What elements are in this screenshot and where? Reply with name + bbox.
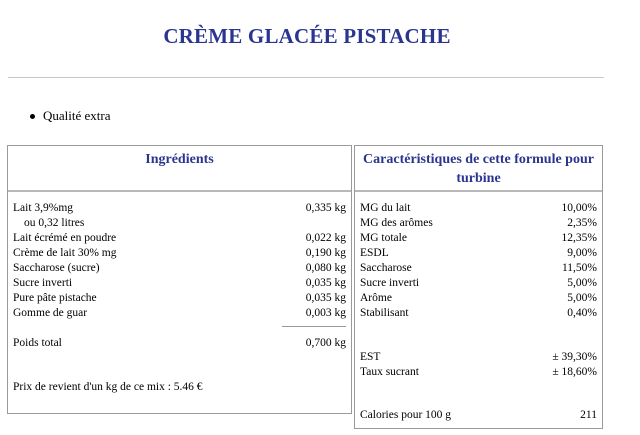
- characteristic-row: [360, 216, 597, 231]
- ingredient-label: Sucre inverti: [13, 277, 73, 289]
- characteristic-row: [360, 261, 597, 276]
- ingredient-value: 0,035 kg: [305, 277, 346, 289]
- cost-text: Prix de revient d'un kg de ce mix : 5.46 €: [13, 381, 203, 393]
- characteristic-value: 5,00%: [567, 277, 597, 289]
- est-label: EST: [360, 351, 381, 363]
- ingredients-list: [13, 201, 346, 321]
- ingredient-value: 0,335 kg: [305, 202, 346, 214]
- characteristic-row: [360, 246, 597, 261]
- ingredient-row: [13, 276, 346, 291]
- total-weight-value: 0,700 kg: [305, 337, 346, 349]
- calories-label: Calories pour 100 g: [360, 409, 452, 421]
- characteristic-value: 10,00%: [561, 202, 597, 214]
- ingredient-label: Gomme de guar: [13, 307, 88, 319]
- ingredient-value: 0,003 kg: [305, 307, 346, 319]
- ingredient-row: [13, 231, 346, 246]
- page-title: CRÈME GLACÉE PISTACHE: [163, 24, 451, 48]
- ingredient-label: Pure pâte pistache: [13, 292, 97, 304]
- ingredient-value: 0,190 kg: [305, 247, 346, 259]
- characteristic-label: MG des arômes: [360, 217, 433, 229]
- calories-value: 211: [580, 409, 597, 421]
- ingredient-label: Lait écrémé en poudre: [13, 232, 117, 244]
- characteristic-label: Arôme: [360, 292, 392, 304]
- total-weight-row: [13, 336, 346, 351]
- characteristic-row: [360, 201, 597, 216]
- characteristic-row: [360, 291, 597, 306]
- totals-list: [360, 350, 597, 380]
- cost-row: [13, 380, 346, 395]
- characteristic-label: Stabilisant: [360, 307, 409, 319]
- sugar-rate-row: [360, 365, 597, 380]
- ingredient-value: 0,080 kg: [305, 262, 346, 274]
- horizontal-divider: [8, 77, 604, 78]
- characteristic-value: 9,00%: [567, 247, 597, 259]
- ingredient-value: 0,022 kg: [305, 232, 346, 244]
- total-weight-label: Poids total: [13, 337, 62, 349]
- characteristic-value: 2,35%: [567, 217, 597, 229]
- characteristics-list: [360, 201, 597, 321]
- ingredient-label: ou 0,32 litres: [24, 217, 85, 229]
- ingredient-row: [13, 201, 346, 216]
- characteristic-label: ESDL: [360, 247, 389, 259]
- ingredient-row: [13, 216, 346, 231]
- ingredient-row: [13, 246, 346, 261]
- bullet-dot-icon: [30, 114, 35, 119]
- ingredient-label: Lait 3,9%mg: [13, 202, 74, 214]
- sugar-rate-value: ± 18,60%: [552, 366, 597, 378]
- ingredient-row: [13, 291, 346, 306]
- ingredient-row: [13, 261, 346, 276]
- sugar-rate-label: Taux sucrant: [360, 366, 419, 378]
- ingredient-value: 0,035 kg: [305, 292, 346, 304]
- est-value: ± 39,30%: [552, 351, 597, 363]
- ingredient-row: [13, 306, 346, 321]
- ingredients-table: [7, 145, 352, 414]
- sum-divider: [282, 326, 346, 327]
- characteristic-value: 0,40%: [567, 307, 597, 319]
- est-row: [360, 350, 597, 365]
- characteristic-value: 5,00%: [567, 292, 597, 304]
- characteristics-table: [354, 145, 603, 429]
- calories-row: [360, 408, 597, 423]
- characteristic-row: [360, 276, 597, 291]
- ingredient-label: Crème de lait 30% mg: [13, 247, 117, 259]
- ingredients-header: Ingrédients: [8, 146, 351, 192]
- quality-bullet: [30, 108, 111, 124]
- characteristic-label: MG du lait: [360, 202, 411, 214]
- characteristic-label: Sucre inverti: [360, 277, 420, 289]
- characteristic-value: 12,35%: [561, 232, 597, 244]
- characteristics-header: Caractéristiques de cette formule pour turbine: [355, 146, 602, 192]
- characteristic-row: [360, 306, 597, 321]
- characteristic-label: Saccharose: [360, 262, 412, 274]
- quality-label: Qualité extra: [43, 108, 111, 123]
- characteristic-row: [360, 231, 597, 246]
- ingredient-label: Saccharose (sucre): [13, 262, 100, 274]
- characteristic-label: MG totale: [360, 232, 407, 244]
- characteristic-value: 11,50%: [561, 262, 597, 274]
